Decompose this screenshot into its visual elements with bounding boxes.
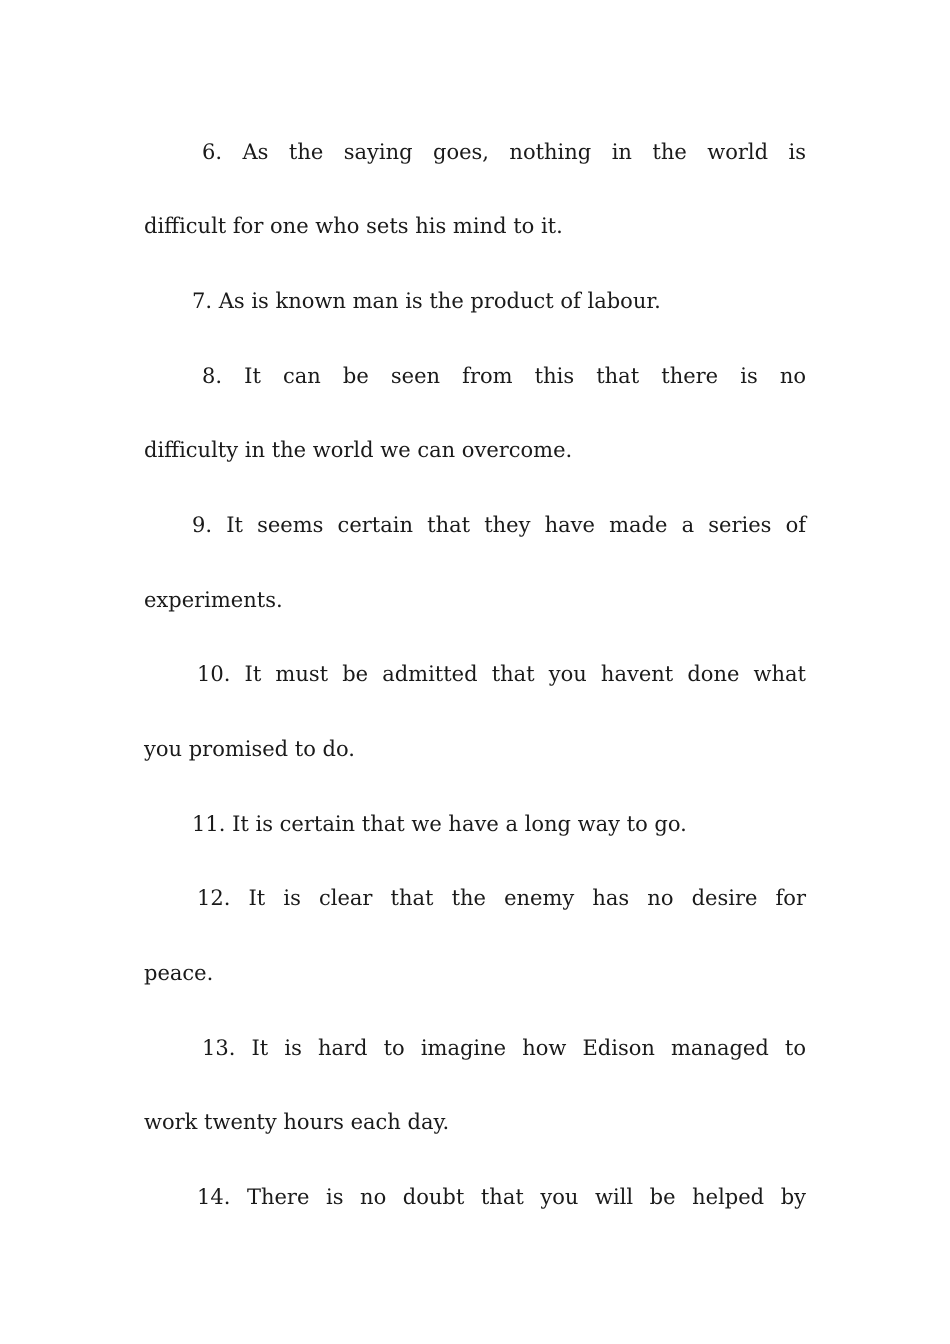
paragraph-7-line-1: 7. As is known man is the product of labour. [192, 289, 661, 313]
paragraph-13-line-2: work twenty hours each day. [144, 1110, 450, 1134]
paragraph-6-line-1: 6. As the saying goes, nothing in the world is [202, 140, 806, 164]
paragraph-8-line-2: difficulty in the world we can overcome. [144, 438, 573, 462]
paragraph-6-line-2: difficult for one who sets his mind to it. [144, 214, 563, 238]
paragraph-9-line-1: 9. It seems certain that they have made a series of [192, 513, 806, 537]
paragraph-10-line-1: 10. It must be admitted that you havent done what [197, 662, 806, 686]
paragraph-12-line-1: 12. It is clear that the enemy has no desire for [197, 886, 806, 910]
paragraph-9-line-2: experiments. [144, 588, 283, 612]
paragraph-14-line-1: 14. There is no doubt that you will be helped by [197, 1185, 806, 1209]
paragraph-8-line-1: 8. It can be seen from this that there is no [202, 364, 806, 388]
paragraph-13-line-1: 13. It is hard to imagine how Edison managed to [202, 1036, 806, 1060]
paragraph-11-line-1: 11. It is certain that we have a long way to go. [192, 812, 687, 836]
paragraph-12-line-2: peace. [144, 961, 214, 985]
paragraph-10-line-2: you promised to do. [144, 737, 355, 761]
